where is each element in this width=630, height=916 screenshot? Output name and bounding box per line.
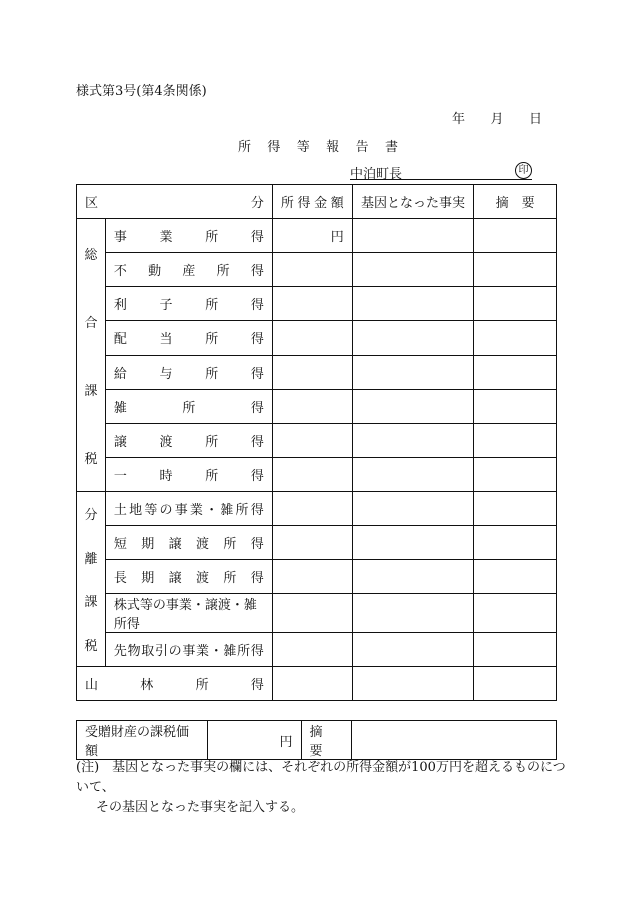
- gift-remarks-cell[interactable]: [351, 721, 557, 760]
- basis-cell[interactable]: [352, 287, 473, 321]
- income-type: [105, 355, 272, 389]
- income-type: [105, 492, 272, 526]
- date-day: 日: [528, 112, 542, 127]
- basis-cell[interactable]: [352, 219, 473, 253]
- income-type-label: 配 当 所 得: [113, 332, 264, 348]
- date-year: 年: [452, 112, 466, 127]
- basis-cell[interactable]: [352, 667, 473, 701]
- title-char: 書: [384, 140, 398, 155]
- header-basis: 基因となった事実: [352, 185, 473, 219]
- title-char: 得: [267, 140, 281, 155]
- remarks-cell[interactable]: [474, 667, 557, 701]
- group-separate-label: [77, 492, 106, 667]
- date-month: 月: [490, 112, 504, 127]
- header-amount-label: 所 得 金 額: [280, 196, 344, 211]
- header-remarks: 摘 要: [474, 185, 557, 219]
- group-comprehensive-label-text: 総 合 課 税: [84, 247, 98, 467]
- income-type-label: 雑 所 得: [113, 400, 264, 416]
- table-row: [77, 423, 557, 457]
- table-row: [77, 526, 557, 560]
- income-type: [105, 389, 272, 423]
- income-type-label: 先 物 取 引 の 事 業 ・ 雑 所 得: [113, 644, 264, 659]
- income-type-label: 短 期 譲 渡 所 得: [113, 537, 264, 552]
- note-line-2: その基因となった事実を記入する。: [96, 800, 305, 815]
- note-line-1: (注) 基因となった事実の欄には、それぞれの所得金額が100万円を超えるものについて、: [76, 760, 566, 795]
- basis-cell[interactable]: [352, 560, 473, 594]
- amount-cell[interactable]: [272, 423, 352, 457]
- income-type-label: 株式等の事業・譲渡・雑所得: [113, 598, 257, 632]
- basis-cell[interactable]: [352, 526, 473, 560]
- basis-cell[interactable]: [352, 594, 473, 633]
- income-type: [105, 219, 272, 253]
- forest-income: [77, 667, 273, 701]
- amount-cell[interactable]: [272, 457, 352, 491]
- remarks-cell[interactable]: [474, 560, 557, 594]
- header-amount: [272, 185, 352, 219]
- remarks-cell[interactable]: [474, 389, 557, 423]
- income-type-label: 長 期 譲 渡 所 得: [113, 571, 264, 586]
- amount-cell[interactable]: [272, 321, 352, 355]
- basis-cell[interactable]: [352, 321, 473, 355]
- gift-remarks-label: 摘 要: [301, 721, 351, 760]
- amount-cell[interactable]: 円: [272, 219, 352, 253]
- income-type-label: 給 与 所 得: [113, 366, 264, 382]
- title-char: 報: [326, 140, 340, 155]
- basis-cell[interactable]: [352, 253, 473, 287]
- table-row: [77, 560, 557, 594]
- remarks-cell[interactable]: [474, 355, 557, 389]
- income-type-label: 土 地 等 の 事 業 ・ 雑 所 得: [113, 503, 264, 518]
- amount-cell[interactable]: [272, 667, 352, 701]
- table-row: [77, 667, 557, 701]
- remarks-cell[interactable]: [474, 526, 557, 560]
- group-comprehensive-label: [77, 219, 106, 492]
- remarks-cell[interactable]: [474, 287, 557, 321]
- amount-cell[interactable]: [272, 355, 352, 389]
- document-title: [238, 136, 398, 155]
- gift-label: 受贈財産の課税価額: [77, 721, 208, 760]
- income-type-label: 事 業 所 得: [113, 230, 264, 246]
- income-table: [76, 184, 557, 701]
- table-row: [77, 355, 557, 389]
- amount-cell[interactable]: [272, 560, 352, 594]
- gift-table: [76, 720, 557, 760]
- table-row: [77, 219, 557, 253]
- income-type-label: 一 時 所 得: [113, 468, 264, 484]
- amount-cell[interactable]: [272, 253, 352, 287]
- remarks-cell[interactable]: [474, 492, 557, 526]
- gift-yen: 円: [279, 734, 293, 750]
- title-char: 告: [355, 140, 369, 155]
- income-type: [105, 321, 272, 355]
- title-char: 所: [238, 140, 252, 155]
- remarks-cell[interactable]: [474, 253, 557, 287]
- amount-cell[interactable]: [272, 287, 352, 321]
- group-separate-label-text: 分 離 課 税: [84, 508, 98, 654]
- remarks-cell[interactable]: [474, 423, 557, 457]
- remarks-cell[interactable]: [474, 633, 557, 667]
- income-type: [105, 526, 272, 560]
- date-line: [452, 108, 542, 127]
- addressee-line: [350, 163, 532, 180]
- table-row: [77, 321, 557, 355]
- income-type: [105, 560, 272, 594]
- remarks-cell[interactable]: [474, 457, 557, 491]
- income-type: [105, 287, 272, 321]
- basis-cell[interactable]: [352, 457, 473, 491]
- header-category-label: 区 分: [85, 196, 264, 211]
- forest-income-label: 山 林 所 得: [85, 678, 264, 693]
- addressee: 中泊町長: [350, 167, 403, 182]
- gift-amount-cell[interactable]: [207, 721, 301, 760]
- note: [76, 758, 566, 818]
- remarks-cell[interactable]: [474, 219, 557, 253]
- table-row: [77, 594, 557, 633]
- basis-cell[interactable]: [352, 389, 473, 423]
- income-type-label: 譲 渡 所 得: [113, 434, 264, 450]
- table-row: [77, 253, 557, 287]
- remarks-cell[interactable]: [474, 594, 557, 633]
- income-type-label: 利 子 所 得: [113, 298, 264, 314]
- remarks-cell[interactable]: [474, 321, 557, 355]
- basis-cell[interactable]: [352, 423, 473, 457]
- header-category: [77, 185, 273, 219]
- amount-cell[interactable]: [272, 492, 352, 526]
- income-type: [105, 253, 272, 287]
- seal-mark: 印: [515, 162, 532, 179]
- amount-cell[interactable]: [272, 389, 352, 423]
- income-type-label: 不 動 産 所 得: [113, 264, 264, 280]
- basis-cell[interactable]: [352, 355, 473, 389]
- table-row: [77, 492, 557, 526]
- amount-cell[interactable]: [272, 633, 352, 667]
- basis-cell[interactable]: [352, 492, 473, 526]
- table-row: [77, 457, 557, 491]
- income-type: [105, 594, 272, 633]
- table-row: [77, 389, 557, 423]
- title-char: 等: [296, 140, 310, 155]
- amount-cell[interactable]: [272, 594, 352, 633]
- basis-cell[interactable]: [352, 633, 473, 667]
- table-row: [77, 633, 557, 667]
- form-number: 様式第3号(第4条関係): [76, 84, 207, 99]
- income-type: [105, 457, 272, 491]
- income-type: [105, 423, 272, 457]
- amount-cell[interactable]: [272, 526, 352, 560]
- table-row: [77, 287, 557, 321]
- income-type: [105, 633, 272, 667]
